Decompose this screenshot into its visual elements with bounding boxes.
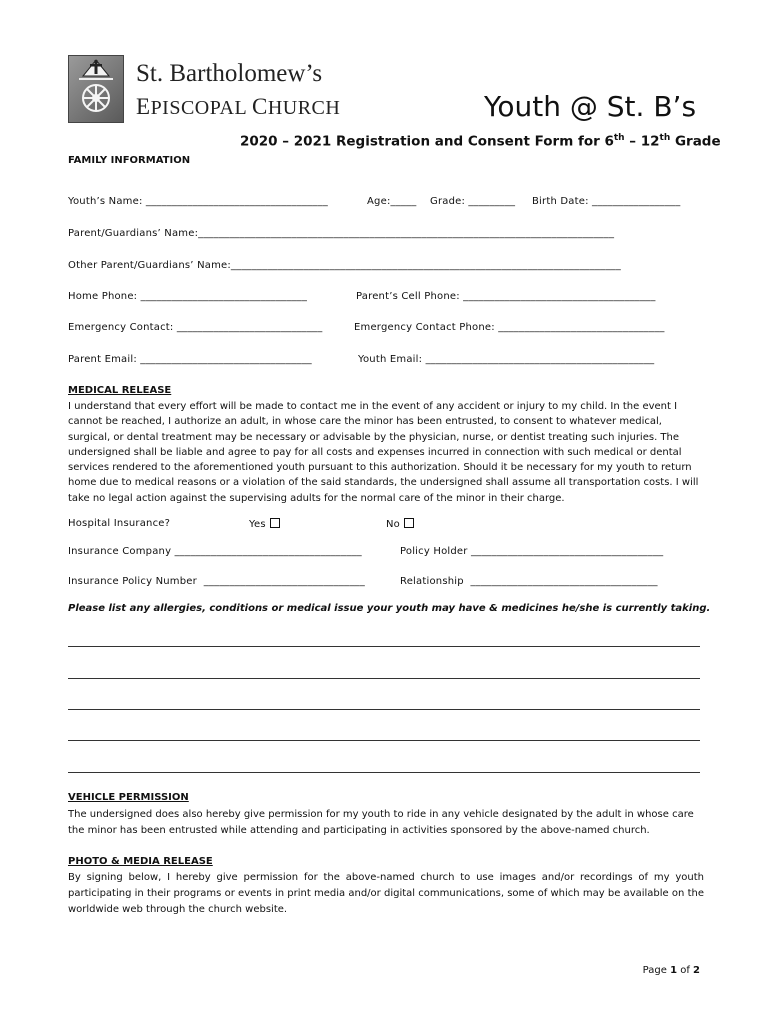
youth-name-field[interactable]: Youth’s Name: ___________________________________ (68, 196, 328, 207)
medical-release-text: I understand that every effort will be made to contact me in the event of any accident or injury to my child. In the event I cannot be reached, I authorize an adult, in whose care the minor has been entrusted, to consent to whatever medical, surgical, or dental treatment may be necessary or advisable by the physician, nurse, or dentist treating such injuries. The undersigned shall be liable and agree to pay for all costs and expenses incurred in connection with such medical or dental services rendered to the aforementioned youth pursuant to this authorization. Should it be necessary for my youth to return home due to medical reasons or a violation of the said standards, the undersigned shall assume all transportation costs. I will take no legal action against the supervising adults for the normal care of the minor in their charge. (68, 401, 699, 504)
emergency-contact-field[interactable]: Emergency Contact: ____________________________ (68, 322, 323, 333)
checkbox-icon[interactable] (270, 518, 280, 528)
relationship-field[interactable]: Relationship ____________________________________ (400, 576, 658, 587)
allergies-line[interactable] (68, 709, 700, 710)
allergies-line[interactable] (68, 772, 700, 773)
church-name-line2: EPISCOPAL CHURCH (136, 94, 341, 119)
medical-release-heading: MEDICAL RELEASE (68, 385, 172, 396)
allergies-line[interactable] (68, 646, 700, 647)
insurance-no-option[interactable]: No (386, 518, 414, 530)
cell-phone-field[interactable]: Parent’s Cell Phone: _____________________________________ (356, 291, 656, 302)
parent-email-field[interactable]: Parent Email: _________________________________ (68, 354, 312, 365)
family-info-heading: FAMILY INFORMATION (68, 155, 191, 166)
grade-field[interactable]: Grade: _________ (430, 196, 516, 207)
vehicle-permission-text: The undersigned does also hereby give permission for my youth to ride in any vehicle designated by the adult in whose care the minor has been entrusted while attending and participating in activities sponsored by the above-named church. (68, 809, 694, 836)
vehicle-permission-heading: VEHICLE PERMISSION (68, 792, 189, 803)
birth-date-field[interactable]: Birth Date: _________________ (532, 196, 681, 207)
hospital-insurance-label: Hospital Insurance? (68, 518, 171, 529)
allergies-line[interactable] (68, 740, 700, 741)
allergies-line[interactable] (68, 678, 700, 679)
form-subtitle: 2020 – 2021 Registration and Consent Form for 6th – 12th Grade (240, 133, 721, 150)
emergency-phone-field[interactable]: Emergency Contact Phone: ________________________________ (354, 322, 665, 333)
photo-media-text: By signing below, I hereby give permission for the above-named church to use images and/or recordings of my youth participating in their programs or events in print media and/or digital communications, some of which may be available on the worldwide web through the church website. (68, 872, 704, 915)
home-phone-field[interactable]: Home Phone: ________________________________ (68, 291, 308, 302)
policy-holder-field[interactable]: Policy Holder _____________________________________ (400, 546, 664, 557)
church-logo (68, 55, 124, 123)
church-name-line1: St. Bartholomew’s (136, 60, 323, 87)
form-title: Youth @ St. B’s (484, 90, 697, 123)
policy-number-field[interactable]: Insurance Policy Number _______________________________ (68, 576, 365, 587)
parent-name-field[interactable]: Parent/Guardians’ Name:________________________________________________________________________________ (68, 228, 615, 239)
photo-media-heading: PHOTO & MEDIA RELEASE (68, 856, 213, 867)
checkbox-icon[interactable] (404, 518, 414, 528)
page-number: Page 1 of 2 (642, 965, 700, 976)
church-emblem-icon (69, 56, 123, 122)
insurance-yes-option[interactable]: Yes (249, 518, 280, 530)
other-parent-name-field[interactable]: Other Parent/Guardians’ Name:___________________________________________________________________________ (68, 260, 621, 271)
insurance-company-field[interactable]: Insurance Company ____________________________________ (68, 546, 362, 557)
allergies-prompt: Please list any allergies, conditions or medical issue your youth may have & medicines he/she is currently taking. (68, 603, 711, 614)
age-field[interactable]: Age:_____ (367, 196, 417, 207)
youth-email-field[interactable]: Youth Email: ____________________________________________ (358, 354, 655, 365)
